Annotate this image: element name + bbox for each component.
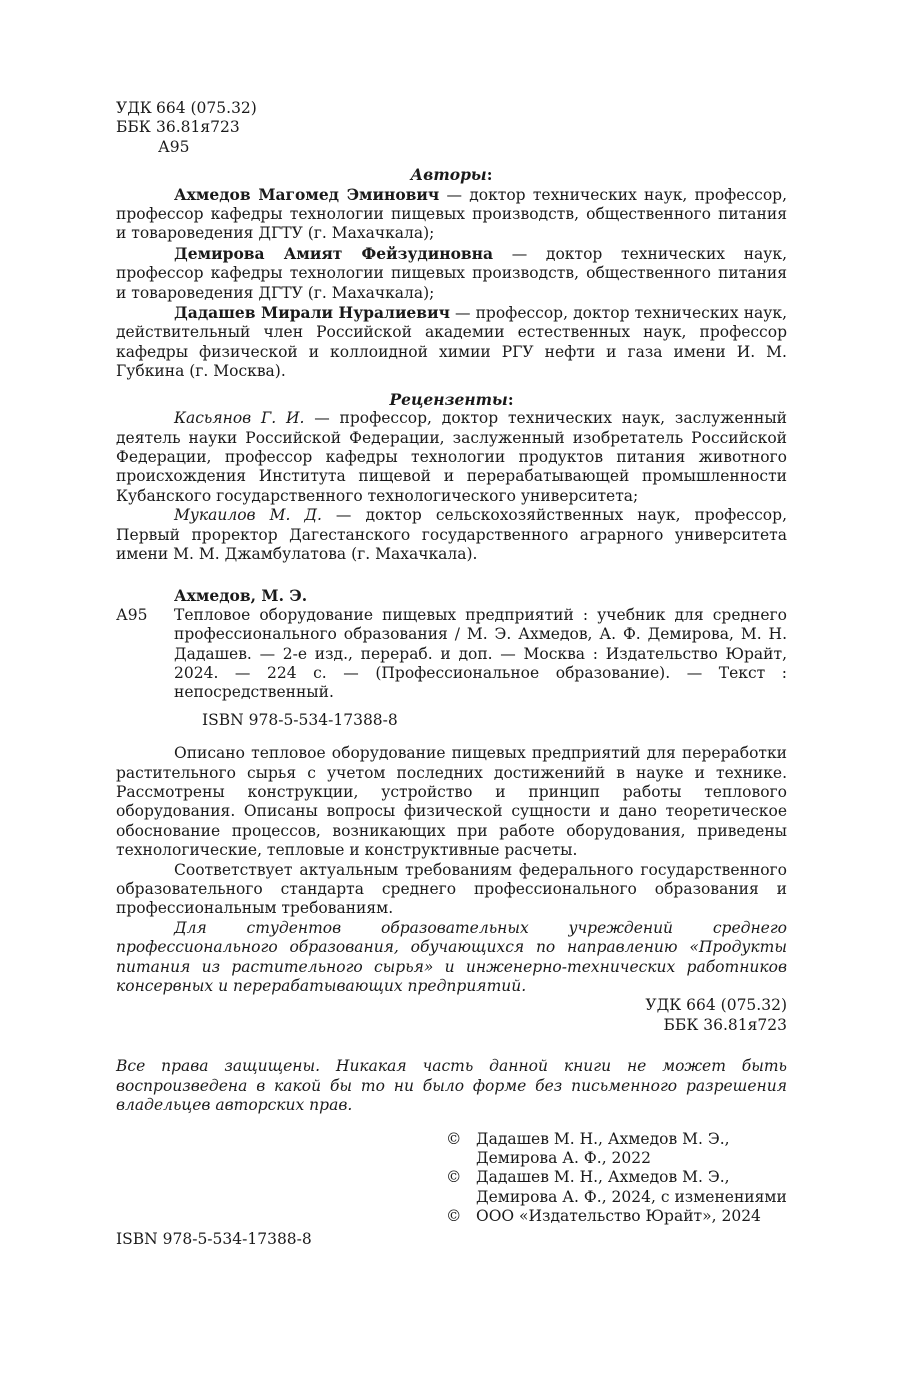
author-name: Ахмедов Магомед Эминович: [174, 184, 440, 204]
reviewer-entry: Касьянов Г. И. — профессор, доктор технических наук, заслуженный деятель науки Российской Федерации, заслуженный изобретатель Российской Федерации, профессор кафедры технологии продуктов питания животного происхождения Института пищевой и перерабатывающей промышленности Кубанского государственного технологического университета;: [116, 409, 788, 505]
udk-value: 664 (075.32): [156, 99, 257, 117]
copyright-icon: ©: [446, 1168, 462, 1187]
copyright-icon: ©: [446, 1207, 462, 1226]
udk-right: УДК 664 (075.32): [645, 996, 787, 1015]
abstract-paragraph: Соответствует актуальным требованиям федерального государственного образовательного стандарта среднего профессионального образования и профессиональным требованиям.: [116, 860, 787, 918]
bib-author-heading: Ахмедов, М. Э.: [174, 586, 308, 606]
bbk-label: ББК: [116, 118, 151, 137]
copyright-item: © ООО «Издательство Юрайт», 2024: [446, 1207, 761, 1226]
copyright-icon: ©: [446, 1129, 462, 1148]
bbk-right: ББК 36.81я723: [663, 1015, 787, 1034]
imprint-page: [116, 99, 787, 1250]
reviewer-name: Мукаилов М. Д.: [174, 506, 322, 525]
reviewer-name: Касьянов Г. И.: [174, 409, 305, 428]
authors-heading: Авторы:: [410, 165, 493, 185]
audience-paragraph: Для студентов образовательных учреждений среднего профессионального образования, обучающихся по направлению «Продукты питания из растительного сырья» и инженерно-технических работников консервных и перерабатывающих предприятий.: [116, 918, 787, 996]
copyright-item: © Дадашев М. Н., Ахмедов М. Э., Демирова А. Ф., 2024, с изменениями: [446, 1168, 787, 1206]
udk-label: УДК: [116, 99, 152, 117]
bib-text: Тепловое оборудование пищевых предприятий : учебник для среднего профессионального образования / М. Э. Ахмедов, А. Ф. Демирова, М. Н. Дадашев. — 2-е изд., перераб. и доп. — Москва : Издательство Юрайт, 2024. — 224 с. — (Профессиональное образование). — Текст : непосредственный.: [174, 605, 787, 702]
classification-codes: [116, 99, 316, 157]
author-mark: А95: [158, 137, 190, 156]
bbk-value: 36.81я723: [156, 118, 240, 137]
copyright-item: © Дадашев М. Н., Ахмедов М. Э., Демирова А. Ф., 2022: [446, 1129, 730, 1167]
copyright-list: [446, 1130, 806, 1227]
author-entry: Демирова Амият Фейзудиновна — доктор технических наук, профессор кафедры технологии пищевых производств, общественного питания и товароведения ДГТУ (г. Махачкала);: [116, 243, 787, 302]
bib-isbn: ISBN 978-5-534-17388-8: [202, 710, 398, 729]
abstract-paragraph: Описано тепловое оборудование пищевых предприятий для переработки растительного сырья с учетом последних достиженийй в науке и технике. Рассмотрены конструкции, устройство и принцип работы теплового оборудования. Описаны вопросы физической сущности и дано теоретическое обоснование процессов, возникающих при работе оборудования, приведены технологические, тепловые и конструктивные расчеты.: [116, 744, 787, 860]
copyright-block: [116, 1130, 787, 1250]
author-name: Дадашев Мирали Нуралиевич: [174, 303, 450, 323]
bib-mark: А95: [116, 605, 148, 624]
author-entry: Дадашев Мирали Нуралиевич — профессор, доктор технических наук, действительный член Российской академии естественных наук, профессор кафедры физической и коллоидной химии РГУ нефти и газа имени И. М. Губкина (г. Москва).: [116, 303, 788, 381]
reviewers-heading: Рецензенты:: [389, 389, 514, 409]
rights-notice: Все права защищены. Никакая часть данной книги не может быть воспроизведена в какой бы то ни было форме без письменного разрешения владельцев авторских прав.: [116, 1057, 787, 1115]
bibliographic-description: [116, 606, 787, 703]
reviewer-entry: Мукаилов М. Д. — доктор сельскохозяйственных наук, профессор, Первый проректор Дагестанского государственного аграрного университета имени М. М. Джамбулатова (г. Махачкала).: [116, 506, 787, 563]
author-entry: Ахмедов Магомед Эминович — доктор технических наук, профессор, профессор кафедры технологии пищевых производств, общественного питания и товароведения ДГТУ (г. Махачкала);: [116, 184, 787, 243]
isbn-footer: ISBN 978-5-534-17388-8: [116, 1230, 312, 1249]
author-name: Демирова Амият Фейзудиновна: [174, 243, 494, 263]
